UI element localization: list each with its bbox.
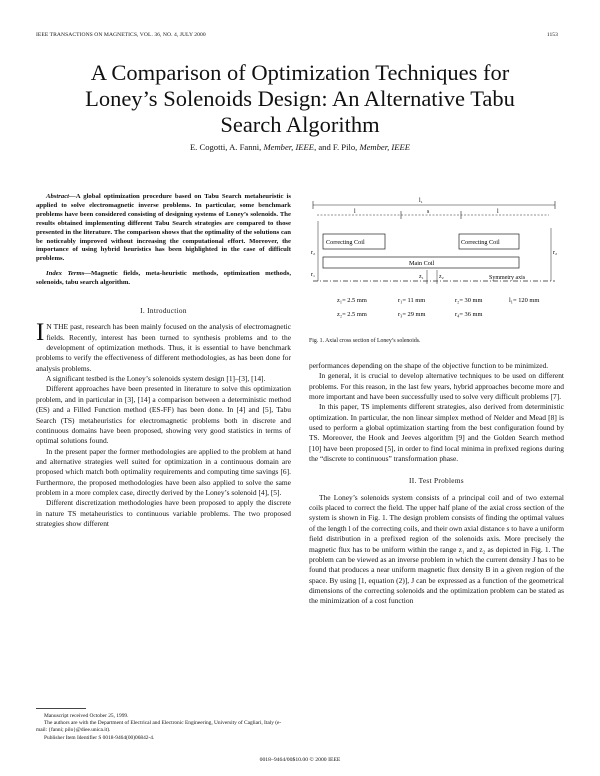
label-s: s <box>427 209 430 215</box>
right-paragraph-1: In general, it is crucial to develop alternative techniques to be used on different problems. For this reason, in the last few years, hybrid approaches become more and more important and have been successfully used to solve very difficult problems [7]. <box>309 371 564 402</box>
footnote-affiliation: The authors are with the Department of Electrical and Electronic Engineering, University of Cagliari, Italy (e-mail: {fanni; pilo}@diee.unica.it). <box>36 720 282 734</box>
page-number: 1153 <box>546 32 558 38</box>
section-heading-test-problems: II. Test Problems <box>409 476 464 486</box>
journal-header: IEEE TRANSACTIONS ON MAGNETICS, VOL. 36, NO. 4, JULY 2000 <box>36 32 206 38</box>
main-coil-label: Main Coil <box>409 260 435 267</box>
title-line-3: Search Algorithm <box>220 112 380 137</box>
label-l-right: l <box>497 209 499 215</box>
symmetry-axis-label: Symmetry axis <box>489 275 526 281</box>
intro-paragraph-2: A significant testbed is the Loney’s solenoids system design [1]–[3], [14]. <box>46 374 266 384</box>
author-role-2: Member, IEEE <box>359 142 411 152</box>
section-heading-intro: I. Introduction <box>140 306 187 316</box>
param-r3: r₃= 29 mm <box>398 311 426 318</box>
right-paragraph-2: In this paper, TS implements different strategies, also derived from deterministic optimization. In particular, the non linear simplex method of Nelder and Mead [8] is used to perform a global optimization starting from the best configuration found by TS. Moreover, the Hook and Jeeves algorithm [9] and the Golden Search method [10] have been proposed [5], in order to find local minima in prefixed regions during the “discrete to continuous” transformation phase. <box>309 402 564 464</box>
figure-caption: Fig. 1. Axial cross section of Loney’s solenoids. <box>309 338 421 344</box>
param-z1: z₁= 2.5 mm <box>337 297 367 304</box>
drop-cap: I <box>36 319 45 347</box>
right-column <box>309 361 564 607</box>
label-l1: l₁ <box>419 198 423 204</box>
intro-paragraph-5: Different discretization methodologies have been proposed to apply the discrete in nature TS metaheuristics to continuous variable problems. The two proposed strategies show different <box>36 498 291 528</box>
index-terms <box>36 270 291 288</box>
title-line-1: A Comparison of Optimization Techniques for <box>90 60 510 85</box>
footnote <box>36 713 291 742</box>
intro-paragraph-3: Different approaches have been presented in literature to solve this optimization problem, and in particular in [3], [14] a comparison between a deterministic method (ES) and a Filled Function method (ES-FF) has been done. In [4] and [5], Tabu Search (TS) metaheuristics for electromagnetic problems both in discrete and continuous domains have been proposed, showing very good statistics in terms of optimal solutions found. <box>36 384 291 446</box>
author-names-2: , and F. Pilo, <box>314 142 360 152</box>
author-names-1: E. Cogotti, A. Fanni, <box>189 142 264 152</box>
right-paragraph-3: The Loney’s solenoids system consists of a principal coil and of two external coils placed to correct the field. The upper half plane of the axial cross section of the system is shown in Fig. 1. The design problem consists of finding the optimal values of the length l of the correcting coils, and their own axial distance s to have a uniform field distribution in a prefixed region of the solenoids axis. More precisely the magnetic flux has to be uniform within the range z₁ and z₂ as depicted in Fig. 1. The problem can be viewed as an inverse problem in which the current density J has to be found that produces a near uniform magnetic flux density B in a given region of the space. By using [1, equation (2)], J can be expressed as a function of the geometrical dimensions of the correcting solenoids and the optimization problem can be stated as the minimization of a cost function <box>309 492 564 606</box>
figure-1-diagram <box>309 192 564 332</box>
abstract-label: Abstract— <box>46 193 76 200</box>
label-r2: r₂ <box>311 250 316 256</box>
intro-paragraph-1-text: N THE past, research has been mainly focused on the analysis of electromagnetic fields. Recently, interest has been turned to synthesis problems and to the development of optimization methods. Thus, it is essential to have benchmark problems to verify the effectiveness of different methodologies, as has been done for analysis problems. <box>36 322 291 373</box>
correcting-coil-left-label: Correcting Coil <box>326 239 365 246</box>
left-column <box>36 193 291 529</box>
label-l-left: l <box>354 209 356 215</box>
param-z2: z₂= 2.5 mm <box>337 311 367 318</box>
param-r2: r₂= 30 mm <box>455 297 483 304</box>
paper-title <box>36 60 564 138</box>
footnote-identifier: Publisher Item Identifier S 0018-9464(00)06842-4. <box>44 734 155 741</box>
label-r1: r₁ <box>311 272 316 278</box>
title-line-2: Loney’s Solenoids Design: An Alternative Tabu <box>85 86 515 111</box>
param-l1: l₁= 120 mm <box>509 297 540 304</box>
author-line <box>36 142 564 152</box>
intro-paragraph-4: In the present paper the former methodologies are applied to the problem at hand and alternative strategies well suited for optimization in a continuous domain are proposed which match both optimality requirements and computing time savings [6]. Furthermore, the proposed methodologies have been also applied to solve the same problem in a more complex case, directly derived by the Loney’s solenoid [4], [5]. <box>36 446 291 497</box>
author-role-1: Member, IEEE <box>263 142 315 152</box>
abstract <box>36 193 291 264</box>
index-terms-text: Magnetic fields, meta-heuristic methods, optimization methods, solenoids, tabu search algorithm. <box>36 270 291 287</box>
footnote-rule <box>36 708 86 709</box>
correcting-coil-right-label: Correcting Coil <box>461 239 500 246</box>
index-terms-label: Index Terms— <box>46 270 91 278</box>
footnote-received: Manuscript received October 25, 1999. <box>44 713 129 719</box>
abstract-text: A global optimization procedure based on Tabu Search metaheuristic is applied to solve electromagnetic inverse problems. In particular, some benchmark problems have been considered consisting of designing systems of Loney’s solenoids. The results obtained implementing different Tabu Search strategies are compared to those presented in the literature. The comparison shows that the optimality of the solutions can be noticeably improved without increasing the computational effort. Moreover, the importance of using hybrid heuristics has been highlighted in the case of difficult problems. <box>36 193 291 263</box>
label-z1: z₁ <box>419 274 424 280</box>
right-paragraph-0: performances depending on the shape of the objective function to be minimized. <box>309 361 549 370</box>
copyright-line: 0018–9464/00$10.00 © 2000 IEEE <box>259 757 341 763</box>
label-z2: z₂ <box>439 274 444 280</box>
param-r1: r₁= 11 mm <box>398 297 426 304</box>
param-r4: r₄= 36 mm <box>455 311 483 318</box>
intro-paragraph-1 <box>36 319 291 374</box>
label-r2-right: r₂ <box>553 250 558 256</box>
